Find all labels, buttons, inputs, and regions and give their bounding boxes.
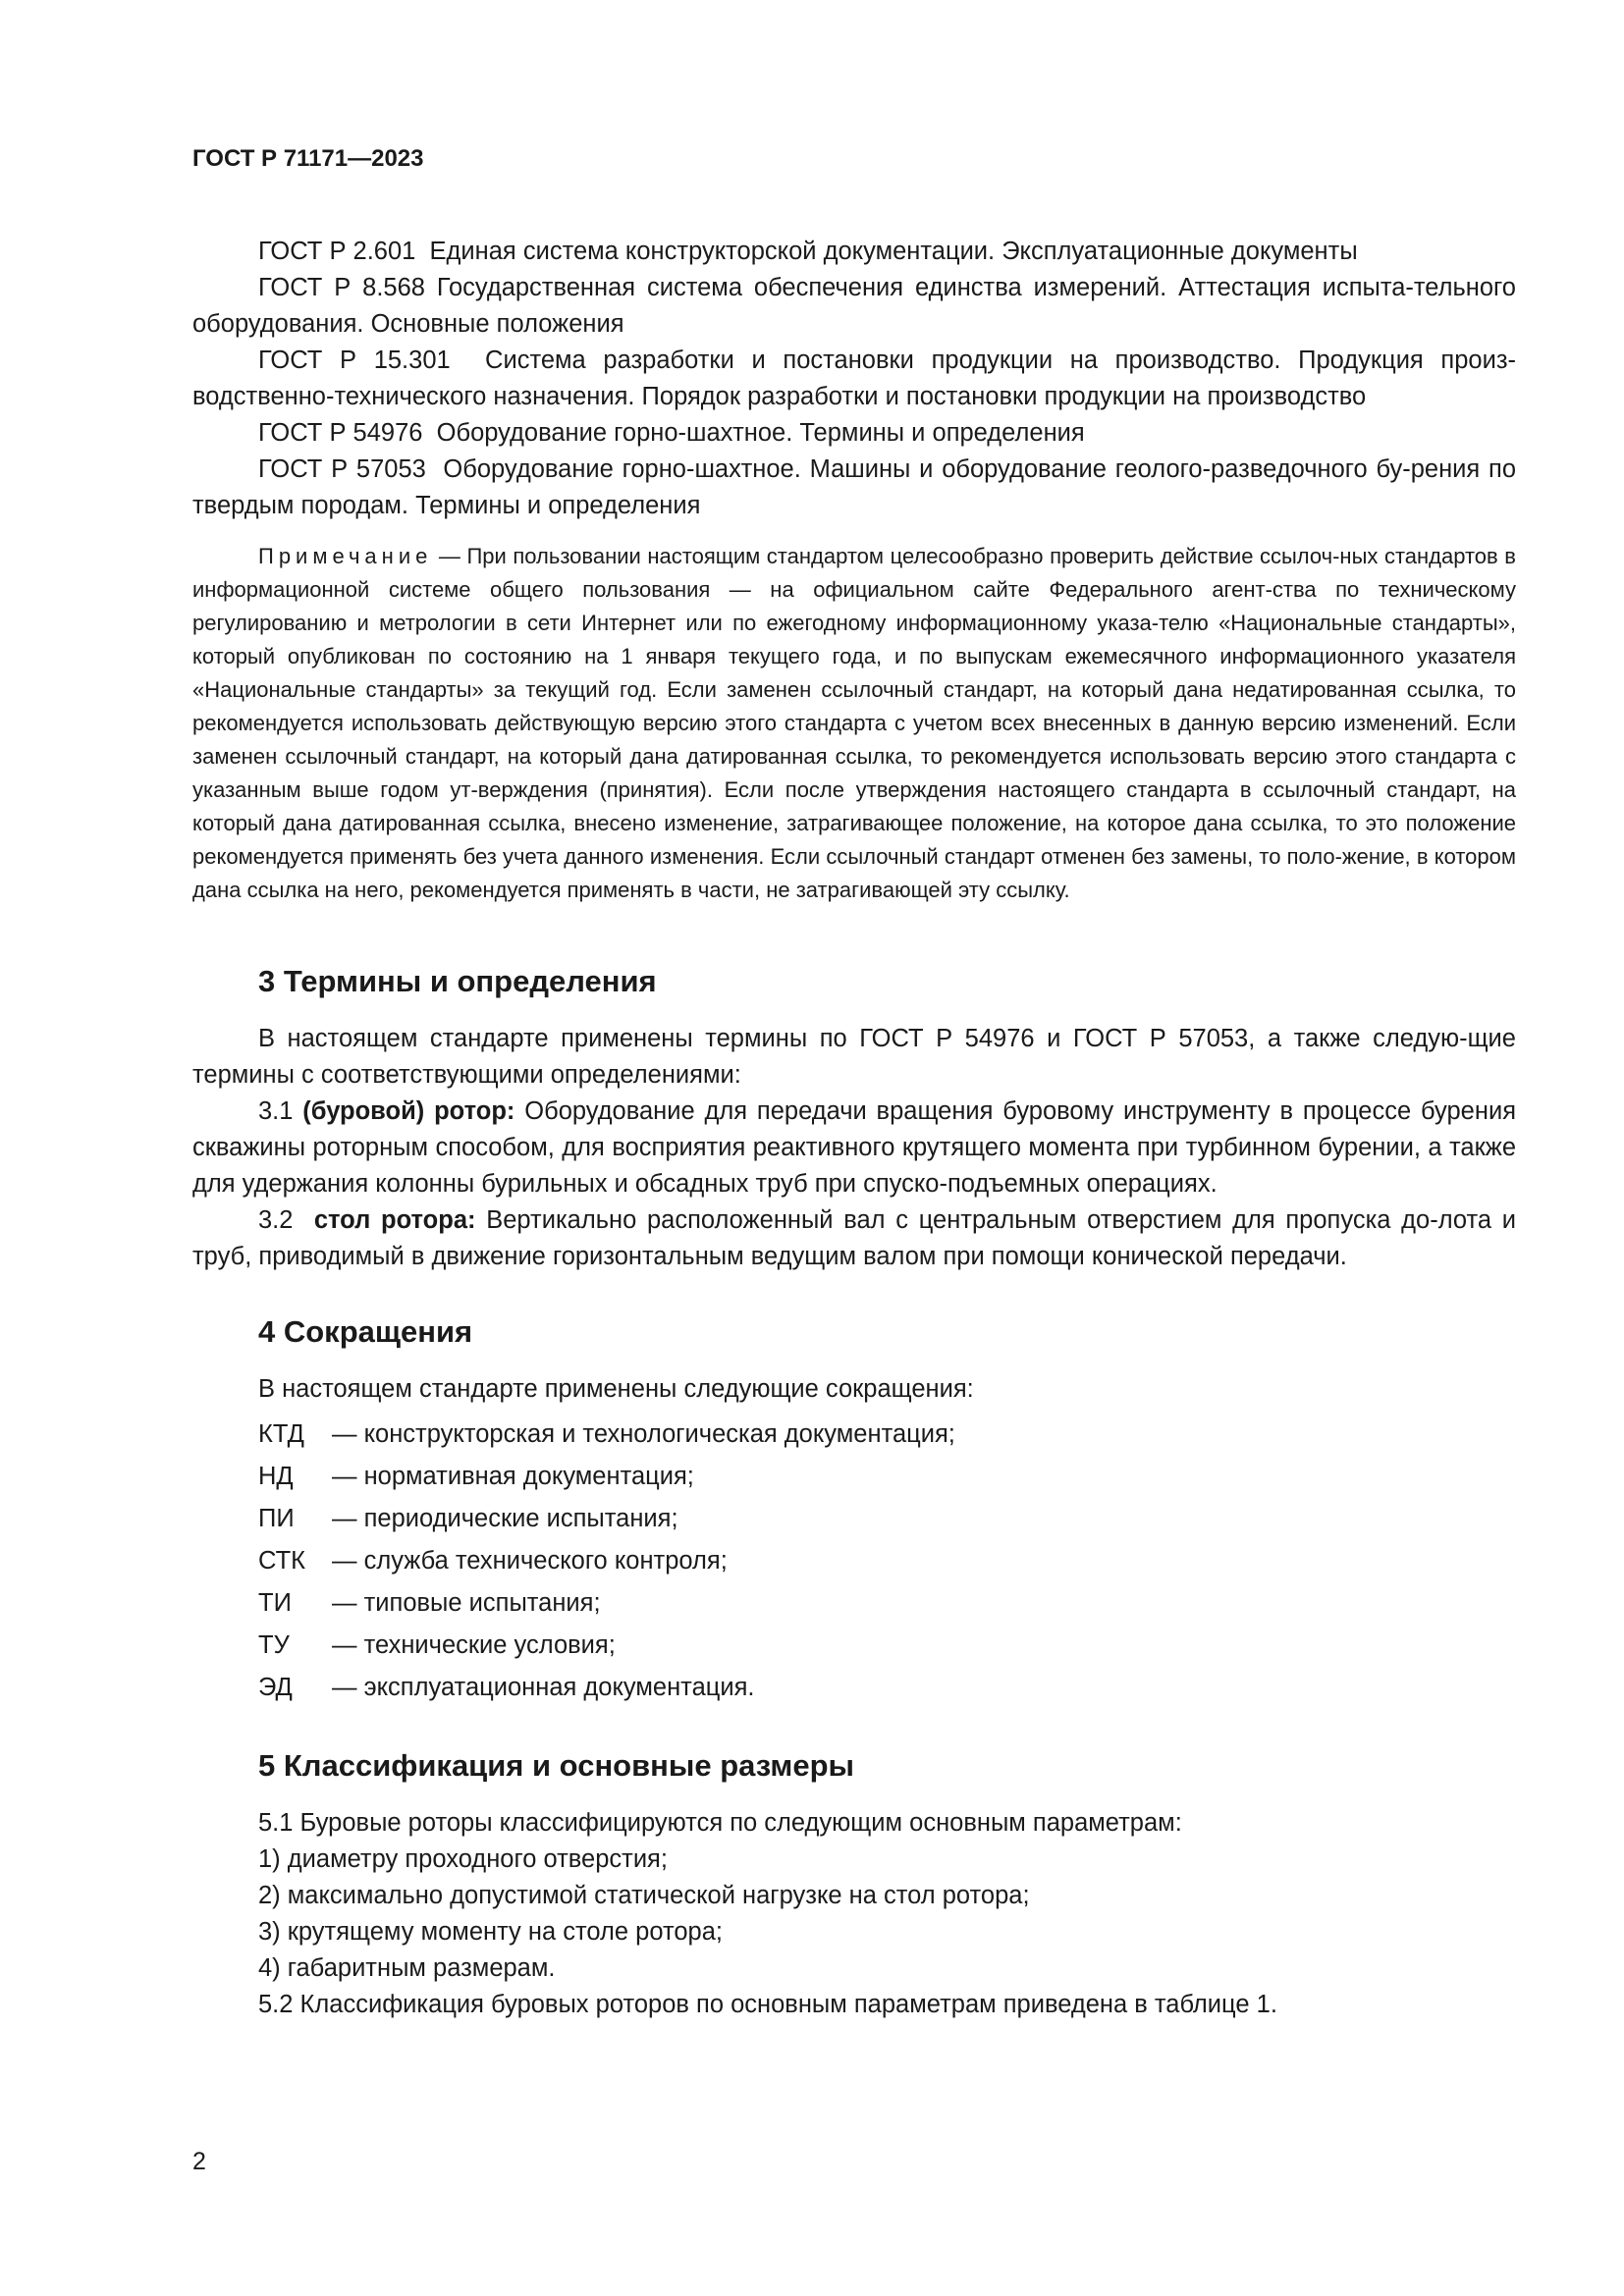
abbreviation-code: ЭД xyxy=(258,1674,293,1701)
abbreviation-code: НД xyxy=(258,1463,294,1490)
classification-list xyxy=(192,1805,1516,2023)
list-item xyxy=(192,1582,1516,1625)
reference-item xyxy=(192,343,1516,415)
note-label: Примечание xyxy=(258,544,433,568)
note-paragraph xyxy=(192,540,1516,907)
list-item: 1) диаметру проходного отверстия; xyxy=(258,1845,668,1873)
reference-item xyxy=(192,452,1516,524)
term-number: 3.2 xyxy=(258,1206,294,1234)
list-item: 4) габаритным размерам. xyxy=(258,1954,556,1982)
term-definition xyxy=(192,1094,1516,1202)
term-number: 3.1 xyxy=(258,1097,294,1125)
reference-code: ГОСТ Р 57053 xyxy=(258,455,426,483)
reference-item xyxy=(192,270,1516,343)
abbreviation-text: — служба технического контроля; xyxy=(332,1547,728,1575)
reference-text: Система разработки и постановки продукции на производство. Продукция произ-водственно-технического назначения. Порядок разработки и постановки продукции на производство xyxy=(192,347,1517,410)
abbreviation-text: — конструкторская и технологическая документация; xyxy=(332,1420,955,1448)
abbreviation-code: ПИ xyxy=(258,1505,295,1532)
document-page xyxy=(192,145,1516,2023)
list-item: 3) крутящему моменту на столе ротора; xyxy=(258,1918,723,1946)
list-item xyxy=(192,1498,1516,1540)
abbreviation-code: ТИ xyxy=(258,1589,292,1617)
term-text: Вертикально расположенный вал с центральным отверстием для пропуска до-лота и труб, приводимый в движение горизонтальным ведущим валом при помощи конической передачи. xyxy=(192,1206,1517,1270)
term-definition xyxy=(192,1202,1516,1275)
reference-item xyxy=(192,415,1516,452)
reference-item xyxy=(192,234,1516,270)
term-text: Оборудование для передачи вращения буровому инструменту в процессе бурения скважины роторным способом, для восприятия реактивного крутящего момента при турбинном бурении, а также для удержания колонны бурильных и обсадных труб при спуско-подъемных операциях. xyxy=(192,1097,1516,1198)
reference-text: Оборудование горно-шахтное. Термины и определения xyxy=(436,419,1085,447)
term-name: (буровой) ротор: xyxy=(302,1097,515,1125)
reference-code: ГОСТ Р 8.568 xyxy=(258,274,425,301)
reference-code: ГОСТ Р 54976 xyxy=(258,419,423,447)
reference-code: ГОСТ Р 2.601 xyxy=(258,238,416,265)
list-item: 5.1 Буровые роторы классифицируются по следующим основным параметрам: xyxy=(258,1809,1182,1837)
section-4-title: 4 Сокращения xyxy=(258,1314,473,1349)
reference-text: Государственная система обеспечения единства измерений. Аттестация испыта-тельного оборудования. Основные положения xyxy=(192,274,1516,338)
abbreviation-code: СТК xyxy=(258,1547,305,1575)
list-item xyxy=(192,1414,1516,1456)
abbreviation-text: — типовые испытания; xyxy=(332,1589,601,1617)
section-3-title: 3 Термины и определения xyxy=(258,964,657,998)
list-item xyxy=(192,1456,1516,1498)
list-item: 2) максимально допустимой статической нагрузке на стол ротора; xyxy=(258,1882,1030,1909)
normative-references xyxy=(192,234,1516,524)
abbreviation-code: ТУ xyxy=(258,1631,290,1659)
abbreviation-text: — нормативная документация; xyxy=(332,1463,694,1490)
list-item xyxy=(192,1540,1516,1582)
reference-code: ГОСТ Р 15.301 xyxy=(258,347,451,374)
document-header: ГОСТ Р 71171—2023 xyxy=(192,145,424,172)
list-item: 5.2 Классификация буровых роторов по основным параметрам приведена в таблице 1. xyxy=(258,1991,1277,2018)
abbreviation-text: — эксплуатационная документация. xyxy=(332,1674,755,1701)
reference-text: Единая система конструкторской документации. Эксплуатационные документы xyxy=(429,238,1358,265)
term-name: стол ротора: xyxy=(313,1206,476,1234)
section-5-title: 5 Классификация и основные размеры xyxy=(258,1748,854,1783)
reference-text: Оборудование горно-шахтное. Машины и оборудование геолого-разведочного бу-рения по твердым породам. Термины и определения xyxy=(192,455,1517,519)
page-number: 2 xyxy=(192,2148,206,2175)
section-4-intro: В настоящем стандарте применены следующие сокращения: xyxy=(258,1375,974,1403)
abbreviation-text: — периодические испытания; xyxy=(332,1505,678,1532)
abbreviation-code: КТД xyxy=(258,1420,304,1448)
list-item xyxy=(192,1625,1516,1667)
abbreviation-text: — технические условия; xyxy=(332,1631,616,1659)
list-item xyxy=(192,1667,1516,1709)
abbreviation-list xyxy=(192,1414,1516,1709)
note-text: — При пользовании настоящим стандартом целесообразно проверить действие ссылоч-ных стандартов в информационной системе общего пользования — на официальном сайте Федерального агент-ства по техническому регулированию и метрологии в сети Интернет или по ежегодному информационному указа-телю «Национальные стандарты», который опубликован по состоянию на 1 января текущего года, и по выпускам ежемесячного информационного указателя «Национальные стандарты» за текущий год. Если заменен ссылочный стандарт, на который дана недатированная ссылка, то рекомендуется использовать действующую версию этого стандарта с учетом всех внесенных в данную версию изменений. Если заменен ссылочный стандарт, на который дана датированная ссылка, то рекомендуется использовать версию этого стандарта с указанным выше годом ут-верждения (принятия). Если после утверждения настоящего стандарта в ссылочный стандарт, на который дана датированная ссылка, внесено изменение, затрагивающее положение, на которое дана ссылка, то это положение рекомендуется применять без учета данного изменения. Если ссылочный стандарт отменен без замены, то поло-жение, в котором дана ссылка на него, рекомендуется применять в части, не затрагивающей эту ссылку. xyxy=(192,544,1516,902)
section-3-intro: В настоящем стандарте применены термины по ГОСТ Р 54976 и ГОСТ Р 57053, а также следую-щие термины с соответствующими определениями: xyxy=(192,1025,1516,1089)
